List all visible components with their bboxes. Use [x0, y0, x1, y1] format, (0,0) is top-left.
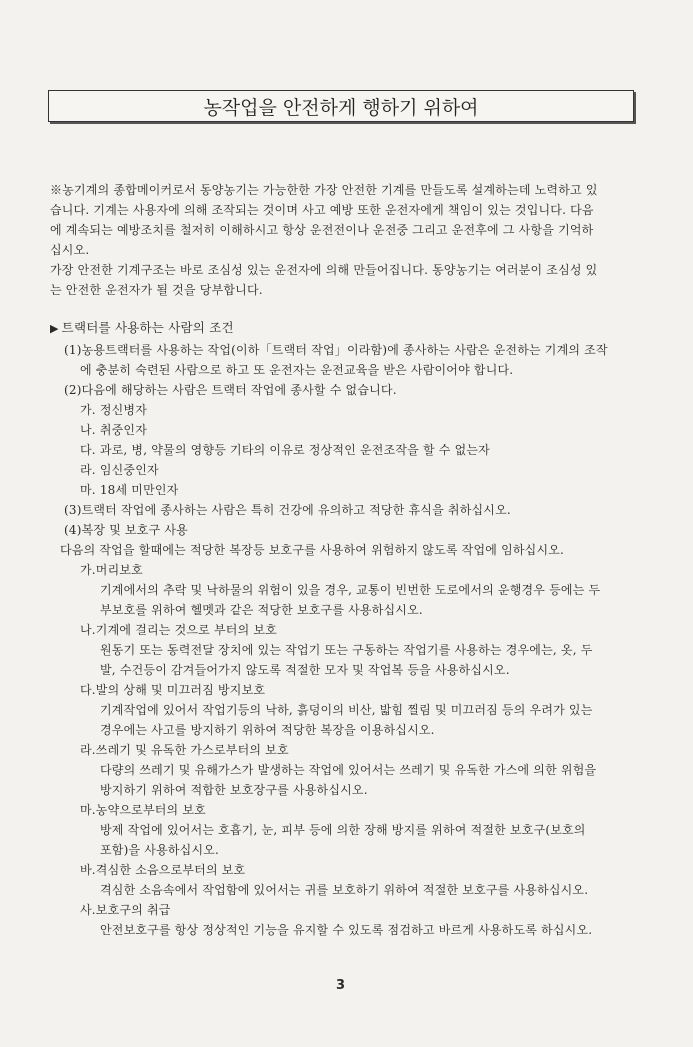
sub-list-item: 마. 18세 미만인자: [80, 483, 179, 497]
list-item: (1)농용트랙터를 사용하는 작업(이하「트랙터 작업」이라함)에 종사하는 사람은 운전하는 기계의 조작: [64, 343, 608, 357]
sub-text: 포함)을 사용하십시오.: [100, 843, 220, 857]
intro-paragraph: [50, 180, 640, 300]
sub-text: 다량의 쓰레기 및 유해가스가 발생하는 작업에 있어서는 쓰레기 및 유독한 가스에 의한 위험을: [100, 763, 597, 777]
sub-heading: 바.격심한 소음으로부터의 보호: [80, 863, 246, 877]
list-item-continued: 에 충분히 숙련된 사람으로 하고 또 운전자는 운전교육을 받은 사람이어야 합니다.: [80, 363, 514, 377]
sub-list-item: 다. 과로, 병, 약물의 영향등 기타의 이유로 정상적인 운전조작을 할 수 없는자: [80, 443, 490, 457]
section-title: 트랙터를 사용하는 사람의 조건: [61, 320, 234, 335]
sub-text: 기계에서의 추락 및 낙하물의 위험이 있을 경우, 교통이 빈번한 도로에서의 운행경우 등에는 두: [100, 583, 601, 597]
sub-text: 방지하기 위하여 적합한 보호장구를 사용하십시오.: [100, 783, 368, 797]
conditions-list: [50, 340, 640, 940]
sub-list-item: 가. 정신병자: [80, 403, 147, 417]
sub-heading: 라.쓰레기 및 유독한 가스로부터의 보호: [80, 743, 289, 757]
sub-text: 기계작업에 있어서 작업기등의 낙하, 흙덩이의 비산, 밟힘 찔림 및 미끄러짐 등의 우려가 있는: [100, 703, 593, 717]
sub-text: 경우에는 사고를 방지하기 위하여 적당한 복장을 이용하십시오.: [100, 723, 435, 737]
sub-heading: 마.농약으로부터의 보호: [80, 803, 206, 817]
sub-heading: 다.발의 상해 및 미끄러짐 방지보호: [80, 683, 266, 697]
intro-line: 가장 안전한 기계구조는 바로 조심성 있는 운전자에 의해 만들어집니다. 동양농기는 여러분이 조심성 있: [50, 263, 598, 277]
list-item: (2)다음에 해당하는 사람은 트랙터 작업에 종사할 수 없습니다.: [64, 383, 397, 397]
page-title: 농작업을 안전하게 행하기 위하여: [48, 90, 634, 122]
sub-text: 원동기 또는 동력전달 장치에 있는 작업기 또는 구동하는 작업기를 사용하는 경우에는, 옷, 두: [100, 643, 593, 657]
sub-list-item: 나. 취중인자: [80, 423, 147, 437]
sub-heading: 가.머리보호: [80, 563, 143, 577]
section-heading: [50, 318, 234, 339]
sub-text: 방제 작업에 있어서는 호흡기, 눈, 피부 등에 의한 장해 방지를 위하여 적절한 보호구(보호의: [100, 823, 586, 837]
intro-line: 는 안전한 운전자가 될 것을 당부합니다.: [50, 283, 263, 297]
sub-heading: 나.기계에 걸리는 것으로 부터의 보호: [80, 623, 277, 637]
sub-text: 격심한 소음속에서 작업함에 있어서는 귀를 보호하기 위하여 적절한 보호구를 사용하십시오.: [100, 883, 589, 897]
sub-text: 발, 수건등이 감겨들어가지 않도록 적절한 모자 및 작업복 등을 사용하십시오.: [100, 663, 510, 677]
list-item: (3)트랙터 작업에 종사하는 사람은 특히 건강에 유의하고 적당한 휴식을 취하십시오.: [64, 503, 511, 517]
sub-text: 부보호를 위하여 헬멧과 같은 적당한 보호구를 사용하십시오.: [100, 603, 423, 617]
sub-heading: 사.보호구의 취급: [80, 903, 171, 917]
list-item: (4)복장 및 보호구 사용: [64, 523, 188, 537]
triangle-bullet-icon: ▶: [50, 322, 59, 335]
intro-line: 십시오.: [50, 243, 90, 257]
intro-line: ※농기계의 종합메이커로서 동양농기는 가능한한 가장 안전한 기계를 만들도록 설계하는데 노력하고 있: [50, 183, 598, 197]
page-number: 3: [336, 978, 346, 993]
intro-line: 습니다. 기계는 사용자에 의해 조작되는 것이며 사고 예방 또한 운전자에게 책임이 있는 것입니다. 다음: [50, 203, 594, 217]
sub-text: 안전보호구를 항상 정상적인 기능을 유지할 수 있도록 점검하고 바르게 사용하도록 하십시오.: [100, 923, 593, 937]
sub-list-item: 라. 임신중인자: [80, 463, 159, 477]
list-item-intro: 다음의 작업을 할때에는 적당한 복장등 보호구를 사용하여 위험하지 않도록 작업에 임하십시오.: [60, 543, 565, 557]
intro-line: 에 계속되는 예방조치를 철저히 이해하시고 항상 운전전이나 운전중 그리고 운전후에 그 사항을 기억하: [50, 223, 594, 237]
